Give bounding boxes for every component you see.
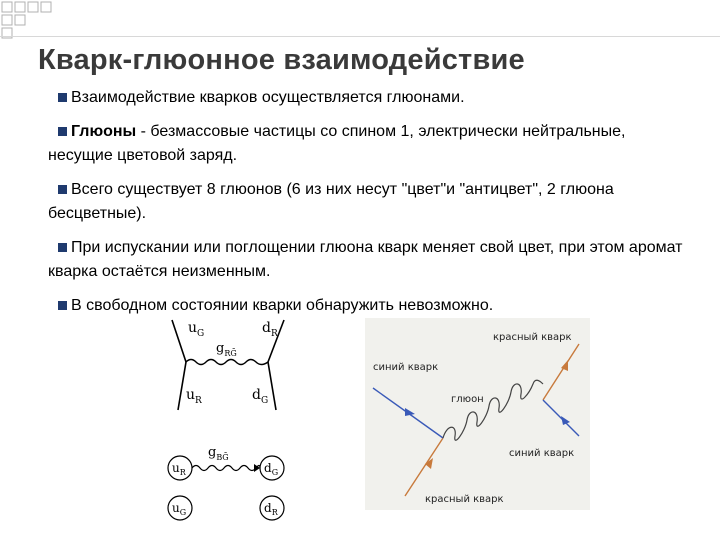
bullet-item [48, 120, 688, 168]
blue-quark-line-right [543, 400, 579, 436]
bullet-text: Всего существует 8 глюонов (6 из них несут "цвет"и "антицвет", 2 глюона бесцветные). [48, 181, 614, 222]
arrow-icon [405, 408, 415, 416]
bullet-square-icon [58, 301, 67, 310]
red-quark-line-lower [405, 438, 443, 496]
label-exchange-gluon: $g_{BḠ}$ [208, 445, 229, 462]
bullet-item [48, 236, 688, 284]
bullet-bold-term: Глюоны [71, 123, 137, 140]
label-gluon: $g_{RḠ}$ [216, 341, 237, 358]
label-exchange-uG: $u_G$ [172, 501, 187, 517]
label-dG: $d_G$ [252, 387, 269, 406]
bullet-square-icon [58, 243, 67, 252]
bullet-square-icon [58, 127, 67, 136]
red-quark-line-upper [543, 344, 579, 400]
label-gluon: глюон [451, 394, 484, 405]
label-exchange-dG: $d_G$ [264, 461, 279, 477]
bullet-list [48, 86, 688, 328]
bullet-item [48, 178, 688, 226]
label-exchange-dR: $d_R$ [264, 501, 278, 517]
quark-line-uG [172, 320, 186, 362]
exchange-gluon-line [192, 466, 260, 471]
label-red-quark-top: красный кварк [493, 332, 572, 343]
arrow-icon [561, 416, 570, 425]
label-dR: $d_R$ [262, 320, 278, 339]
bullet-text: При испускании или поглощении глюона кварк меняет свой цвет, при этом аромат кварка остаётся неизменным. [48, 239, 683, 280]
bullet-text: - безмассовые частицы со спином 1, электрически нейтральные, несущие цветовой заряд. [48, 123, 626, 164]
label-exchange-uR: $u_R$ [172, 461, 186, 477]
label-uG: $u_G$ [188, 320, 205, 339]
label-uR: $u_R$ [186, 387, 202, 406]
feynman-diagram [150, 302, 300, 524]
bullet-item [48, 294, 688, 318]
page-title: Кварк-глюонное взаимодействие [38, 44, 525, 76]
gluon-line [186, 360, 268, 365]
label-blue-quark-right: синий кварк [509, 448, 575, 459]
corner-decoration [0, 0, 60, 40]
quark-line-uR [178, 362, 186, 410]
bullet-square-icon [58, 185, 67, 194]
bullet-text: Взаимодействие кварков осуществляется глюонами. [71, 89, 465, 106]
label-red-quark-bottom: красный кварк [425, 494, 504, 505]
bullet-item [48, 86, 688, 110]
bullet-square-icon [58, 93, 67, 102]
bullet-text: В свободном состоянии кварки обнаружить невозможно. [71, 297, 494, 314]
title-rule [0, 36, 720, 37]
gluon-quark-diagram [365, 318, 590, 510]
gluon-coil [443, 380, 543, 440]
quark-line-dG [268, 362, 276, 410]
label-blue-quark-left: синий кварк [373, 362, 439, 373]
